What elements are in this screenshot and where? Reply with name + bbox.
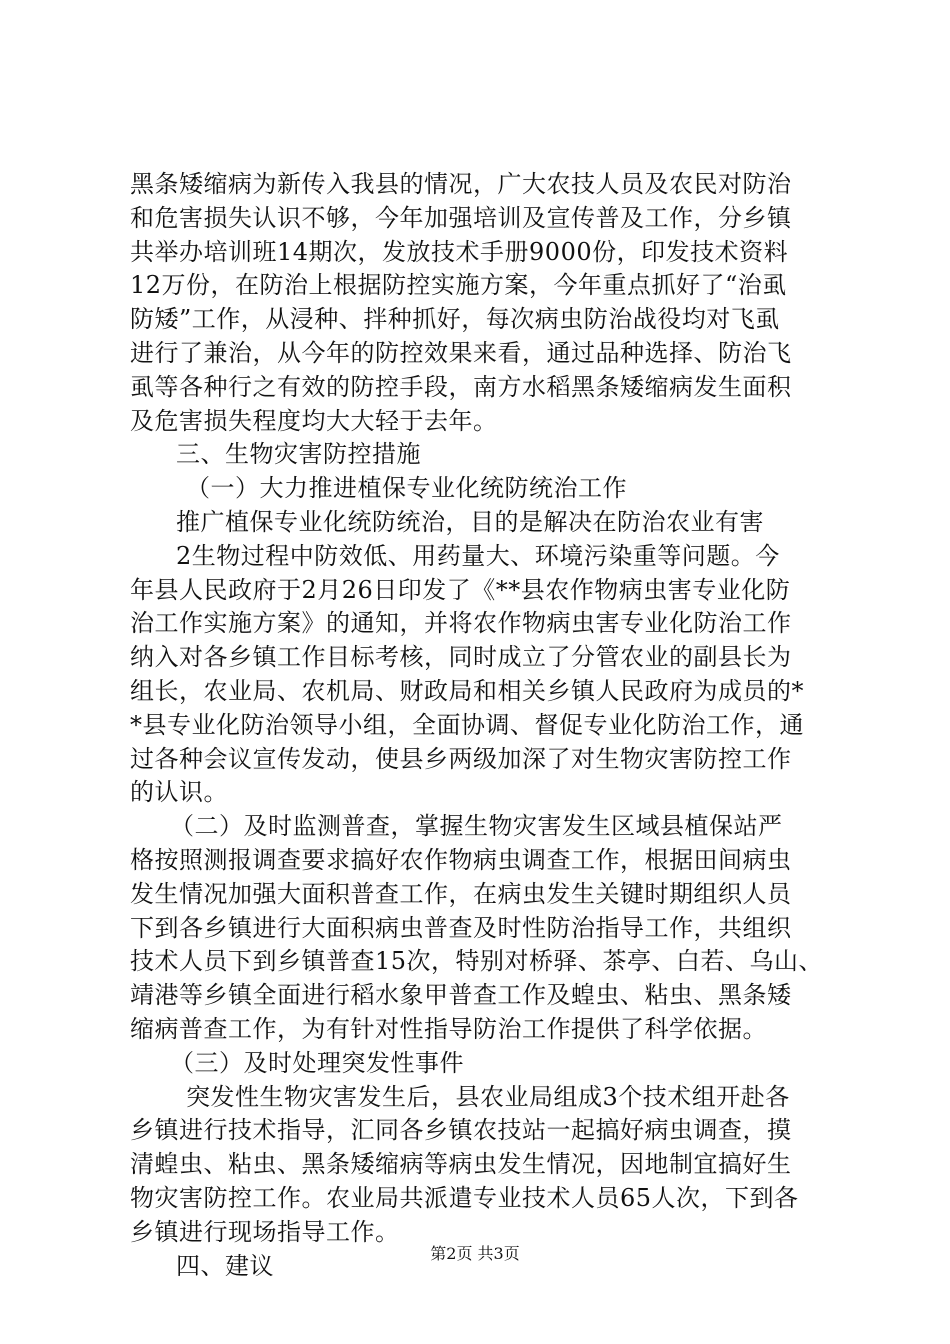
- text-line: 黑条矮缩病为新传入我县的情况，广大农技人员及农民对防治: [130, 170, 792, 198]
- text-line: 2生物过程中防效低、用药量大、环境污染重等问题。今: [176, 541, 780, 570]
- text-line: 物灾害防控工作。农业局共派遣专业技术人员65人次，下到各: [130, 1183, 799, 1212]
- text-line: 和危害损失认识不够，今年加强培训及宣传普及工作，分乡镇: [130, 203, 792, 232]
- text-line: 组长，农业局、农机局、财政局和相关乡镇人民政府为成员的*: [130, 676, 804, 705]
- text-line: 的认识。: [130, 778, 228, 807]
- document-body: [130, 168, 830, 1283]
- text-line: 进行了兼治，从今年的防控效果来看，通过品种选择、防治飞: [130, 338, 792, 367]
- text-line: 防矮”工作，从浸种、拌种抓好，每次病虫防治战役均对飞虱: [130, 305, 780, 334]
- text-line: 靖港等乡镇全面进行稻水象甲普查工作及蝗虫、粘虫、黑条矮: [130, 981, 792, 1010]
- text-line: *县专业化防治领导小组，全面协调、督促专业化防治工作，通: [130, 710, 804, 739]
- text-line: 治工作实施方案》的通知，并将农作物病虫害专业化防治工作: [130, 609, 792, 638]
- text-line: 格按照测报调查要求搞好农作物病虫调查工作，根据田间病虫: [130, 845, 792, 874]
- subsection-heading: （二）及时监测普查，掌握生物灾害发生区域县植保站严: [170, 812, 783, 841]
- page-number-label: 第2页 共3页: [430, 1244, 520, 1263]
- text-line: 12万份，在防治上根据防控实施方案，今年重点抓好了“治虱: [130, 271, 787, 300]
- text-line: 共举办培训班14期次，发放技术手册9000份，印发技术资料: [130, 237, 789, 266]
- text-line: 推广植保专业化统防统治，目的是解决在防治农业有害: [176, 507, 764, 536]
- text-line: 缩病普查工作，为有针对性指导防治工作提供了科学依据。: [130, 1014, 767, 1043]
- text-line: 及危害损失程度均大大轻于去年。: [130, 406, 498, 435]
- text-line: 乡镇进行现场指导工作。: [130, 1217, 400, 1246]
- text-line: 乡镇进行技术指导，汇同各乡镇农技站一起搞好病虫调查，摸: [130, 1116, 792, 1145]
- subsection-heading: （三）及时处理突发性事件: [170, 1048, 464, 1077]
- text-line: 纳入对各乡镇工作目标考核，同时成立了分管农业的副县长为: [130, 643, 792, 672]
- text-line: 年县人民政府于2月26日印发了《**县农作物病虫害专业化防: [130, 575, 791, 604]
- text-line: 技术人员下到乡镇普查15次，特别对桥驿、茶亭、白若、乌山、: [130, 947, 824, 976]
- text-line: 虱等各种行之有效的防控手段，南方水稻黑条矮缩病发生面积: [130, 372, 792, 401]
- text-line: 过各种会议宣传发动，使县乡两级加深了对生物灾害防控工作: [130, 744, 792, 773]
- section-heading: 三、生物灾害防控措施: [176, 440, 421, 469]
- section-heading: 四、建议: [176, 1251, 274, 1280]
- subsection-heading: （一）大力推进植保专业化统防统治工作: [186, 474, 627, 503]
- text-line: 发生情况加强大面积普查工作，在病虫发生关键时期组织人员: [130, 879, 792, 908]
- text-line: 下到各乡镇进行大面积病虫普查及时性防治指导工作，共组织: [130, 913, 792, 942]
- text-line: 清蝗虫、粘虫、黑条矮缩病等病虫发生情况，因地制宜搞好生: [130, 1150, 792, 1179]
- page-footer: [0, 1243, 950, 1265]
- text-line: 突发性生物灾害发生后，县农业局组成3个技术组开赴各: [186, 1082, 790, 1111]
